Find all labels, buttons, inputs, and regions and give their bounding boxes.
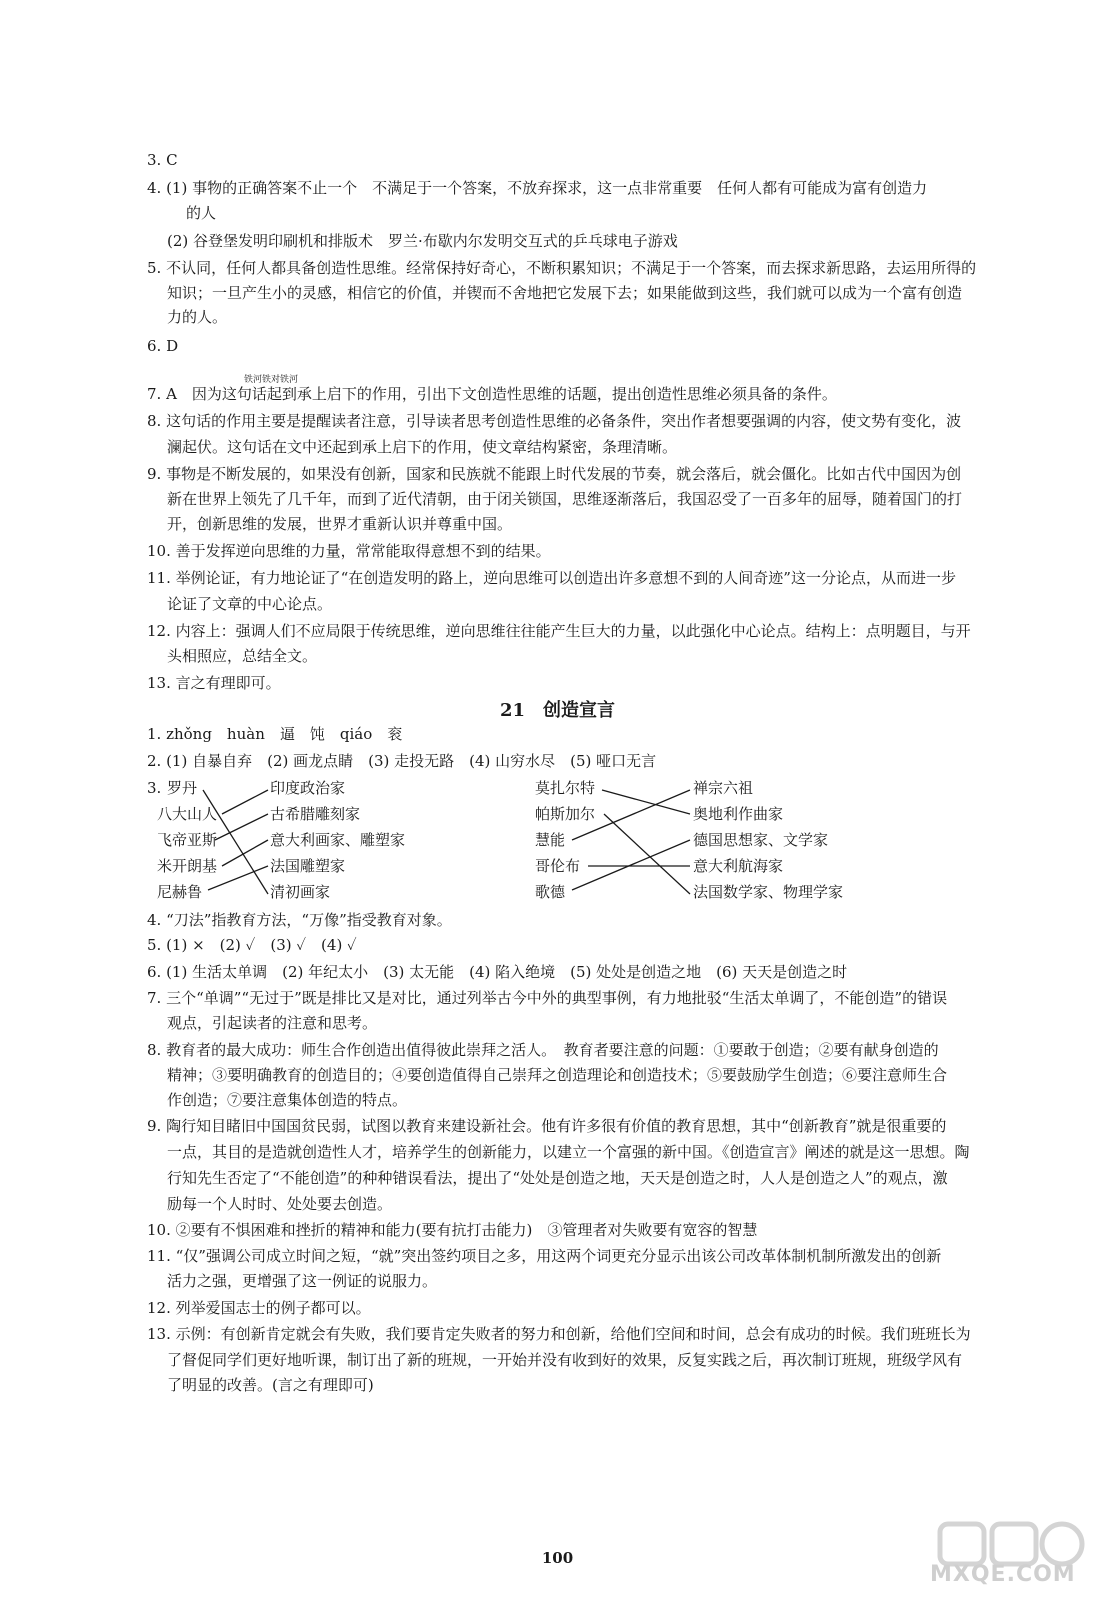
- answer-line: 力的人。: [167, 308, 228, 326]
- match-right-target: 法国数学家、物理学家: [693, 883, 844, 901]
- answer-line: 13. 示例：有创新肯定就会有失败，我们要肯定失败者的努力和创新，给他们空间和时间，总会有成功的时候。我们班班长为: [147, 1325, 971, 1343]
- answer-line: 论证了文章的中心论点。: [167, 595, 333, 613]
- answer-line: 12. 内容上：强调人们不应局限于传统思维，逆向思维往往能产生巨大的力量，以此强化中心论点。结构上：点明题目，与开: [147, 622, 971, 640]
- answer-line: (2) 谷登堡发明印刷机和排版术 罗兰·布歇内尔发明交互式的乒乓球电子游戏: [167, 232, 678, 250]
- answer-line: 励每一个人时时、处处要去创造。: [167, 1195, 393, 1213]
- answer-line: 的人: [186, 204, 217, 222]
- answer-line: 行知先生否定了“不能创造”的种种错误看法，提出了“处处是创造之地，天天是创造之时，人人是创造之人”的观点，激: [167, 1169, 948, 1187]
- answer-line: 了督促同学们更好地听课，制订出了新的班规，一开始并没有收到好的效果，反复实践之后，再次制订班规，班级学风有: [167, 1351, 963, 1369]
- match-line: [572, 840, 690, 890]
- answer-line: 3. C: [147, 151, 178, 169]
- match-right-name: 慧能: [535, 831, 566, 849]
- answer-line: 8. 教育者的最大成功：师生合作创造出值得彼此崇拜之活人。 教育者要注意的问题：①要敢于创造；②要有献身创造的: [147, 1041, 939, 1059]
- match-right-name: 歌德: [535, 883, 566, 901]
- answer-line: 13. 言之有理即可。: [147, 674, 281, 692]
- answer-line: 7. A 因为这句话起到承上启下的作用，引出下文创造性思维的话题，提出创造性思维必须具备的条件。: [147, 385, 837, 403]
- page-number: 100: [541, 1549, 574, 1567]
- match-right-target: 德国思想家、文学家: [693, 831, 829, 849]
- watermark-text: MXQE.COM: [930, 1562, 1076, 1587]
- match-right-name: 莫扎尔特: [535, 779, 596, 797]
- answer-line: 8. 这句话的作用主要是提醒读者注意，引导读者思考创造性思维的必备条件，突出作者想要强调的内容，使文势有变化，波: [147, 412, 962, 430]
- answer-line: 一点，其目的是造就创造性人才，培养学生的创新能力，以建立一个富强的新中国。《创造宣言》阐述的就是这一思想。陶: [167, 1143, 970, 1161]
- match-right-target: 奥地利作曲家: [693, 805, 784, 823]
- answer-line: 开，创新思维的发展，世界才重新认识并尊重中国。: [167, 515, 513, 533]
- match-left-name: 米开朗基: [157, 857, 218, 875]
- answer-line: 6. D: [147, 337, 179, 355]
- match-left-name: 八大山人: [157, 805, 218, 823]
- question-number: 3.: [147, 779, 162, 797]
- answer-line: 6. (1) 生活太单调 (2) 年纪太小 (3) 太无能 (4) 陷入绝境 (5) 处处是创造之地 (6) 天天是创造之时: [147, 963, 848, 981]
- answer-line: 9. 事物是不断发展的，如果没有创新，国家和民族就不能跟上时代发展的节奏，就会落后，就会僵化。比如古代中国因为创: [147, 465, 962, 483]
- answer-line: 7. 三个“单调”“无过于”既是排比又是对比，通过列举古今中外的典型事例，有力地批驳“生活太单调了，不能创造”的错误: [147, 989, 948, 1007]
- match-right-name: 哥伦布: [535, 857, 581, 875]
- match-line: [222, 840, 268, 866]
- match-right-name: 帕斯加尔: [535, 805, 596, 823]
- answer-line: 4. “刀法”指教育方法，“万像”指受教育对象。: [147, 911, 452, 929]
- answer-line: 11. 举例论证，有力地论证了“在创造发明的路上，逆向思维可以创造出许多意想不到的人间奇迹”这一分论点，从而进一步: [147, 569, 956, 587]
- match-line: [222, 790, 268, 814]
- match-line: [602, 790, 690, 814]
- answer-line: 4. (1) 事物的正确答案不止一个 不满足于一个答案，不放弃探求，这一点非常重要 任何人都有可能成为富有创造力: [147, 179, 928, 197]
- answer-line: 观点，引起读者的注意和思考。: [167, 1014, 378, 1032]
- answer-line: 5. (1) × (2) ✓ (3) ✓ (4) ✓: [147, 936, 357, 954]
- match-left-name: 尼赫鲁: [157, 883, 203, 901]
- section-title: 21 创造宣言: [499, 700, 616, 721]
- answer-line: 作创造；⑦要注意集体创造的特点。: [167, 1091, 408, 1109]
- match-line: [215, 814, 268, 840]
- answer-line: 10. ②要有不惧困难和挫折的精神和能力(要有抗打击能力) ③管理者对失败要有宽容的智慧: [147, 1221, 758, 1239]
- answer-line: 澜起伏。这句话在文中还起到承上启下的作用，使文章结构紧密，条理清晰。: [167, 438, 678, 456]
- answer-line: 1. zhǒng huàn 逼 饨 qiáo 衮: [147, 725, 403, 743]
- match-left-target: 清初画家: [270, 883, 331, 901]
- match-left-target: 意大利画家、雕塑家: [270, 831, 406, 849]
- answer-line: 5. 不认同，任何人都具备创造性思维。经常保持好奇心，不断积累知识；不满足于一个答案，而去探求新思路，去运用所得的: [147, 259, 977, 277]
- match-left-name: 飞帝亚斯: [157, 831, 218, 849]
- match-left-target: 印度政治家: [270, 779, 346, 797]
- answer-line: 2. (1) 自暴自弃 (2) 画龙点睛 (3) 走投无路 (4) 山穷水尽 (5) 哑口无言: [147, 752, 657, 770]
- handwritten-note: 铁河铁对铁河: [244, 375, 299, 385]
- answer-line: 11. “仅”强调公司成立时间之短，“就”突出签约项目之多，用这两个词更充分显示出该公司改革体制机制所激发出的创新: [147, 1247, 942, 1265]
- answer-line: 精神；③要明确教育的创造目的；④要创造值得自己崇拜之创造理论和创造技术；⑤要鼓励学生创造；⑥要注意师生合: [167, 1066, 948, 1084]
- match-left-target: 古希腊雕刻家: [270, 805, 361, 823]
- answer-line: 了明显的改善。(言之有理即可): [167, 1376, 374, 1394]
- match-line: [208, 866, 268, 890]
- answer-line: 头相照应，总结全文。: [167, 647, 318, 665]
- answer-line: 活力之强，更增强了这一例证的说服力。: [167, 1272, 438, 1290]
- answer-line: 10. 善于发挥逆向思维的力量，常常能取得意想不到的结果。: [147, 542, 551, 560]
- match-left-target: 法国雕塑家: [270, 857, 346, 875]
- match-line: [604, 814, 690, 894]
- answer-line: 新在世界上领先了几千年，而到了近代清朝，由于闭关锁国，思维逐渐落后，我国忍受了一百多年的屈辱，随着国门的打: [167, 490, 963, 508]
- answer-line: 12. 列举爱国志士的例子都可以。: [147, 1299, 371, 1317]
- match-right-target: 禅宗六祖: [693, 779, 754, 797]
- match-right-target: 意大利航海家: [693, 857, 784, 875]
- match-left-name: 罗丹: [167, 779, 198, 797]
- answer-line: 知识；一旦产生小的灵感，相信它的价值，并锲而不舍地把它发展下去；如果能做到这些，我们就可以成为一个富有创造: [167, 284, 963, 302]
- answer-line: 9. 陶行知目睹旧中国国贫民弱，试图以教育来建设新社会。他有许多很有价值的教育思想，其中“创新教育”就是很重要的: [147, 1117, 947, 1135]
